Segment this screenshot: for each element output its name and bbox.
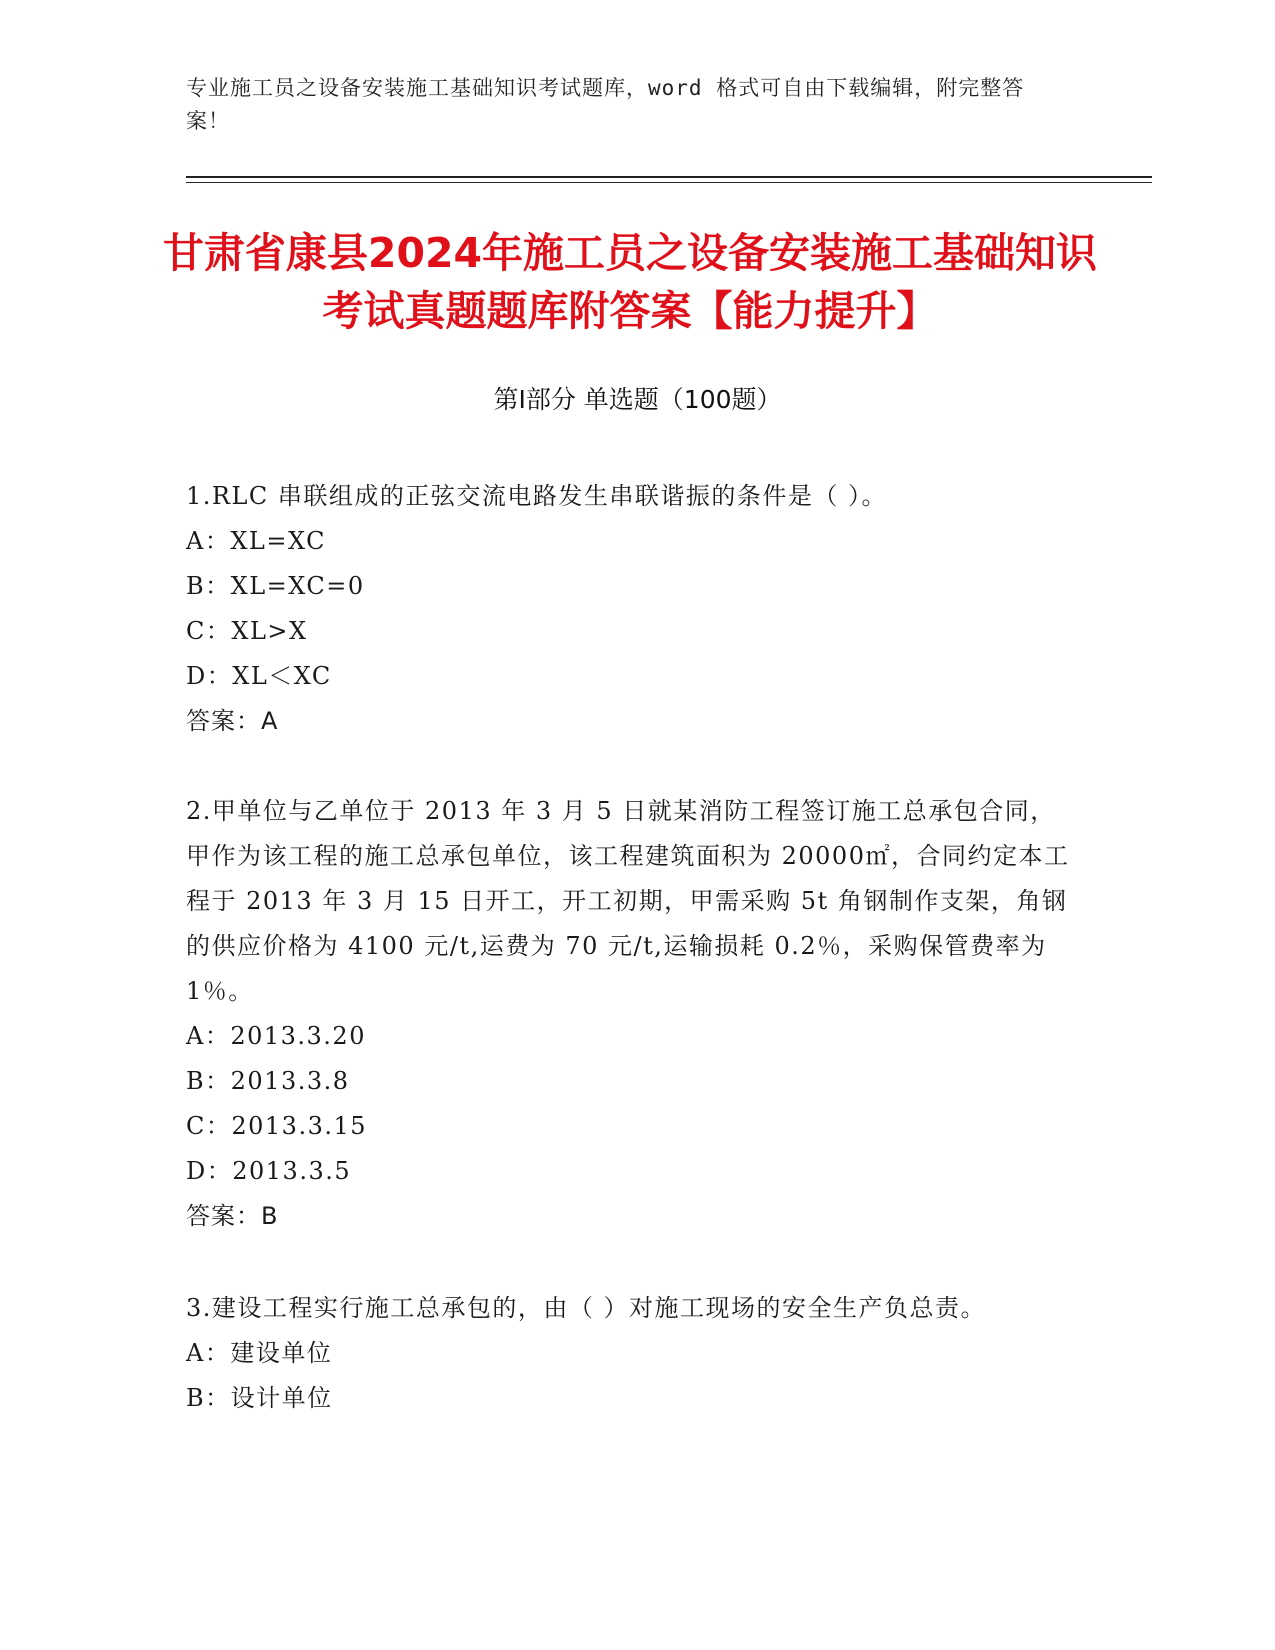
question-stem: 2.甲单位与乙单位于 2013 年 3 月 5 日就某消防工程签订施工总承包合同，甲作为该工程的施工总承包单位，该工程建筑面积为 20000㎡，合同约定本工程于 2013 年 3 月 15 日开工，开工初期，甲需采购 5t 角钢制作支架，角钢的供应价格为 4100 元/t,运费为 70 元/t,运输损耗 0.2％，采购保管费率为 1％。 (186, 797, 1070, 1005)
answer-line: 答案：B (186, 1202, 279, 1230)
section-title: 第Ⅰ部分 单选题（100题） (493, 385, 782, 414)
option-a: A：建设单位 (186, 1339, 333, 1367)
header-divider-thin (186, 182, 1152, 183)
question-stem: 1.RLC 串联组成的正弦交流电路发生串联谐振的条件是（ ）。 (186, 482, 888, 510)
option-a: A：XL=XC (186, 527, 326, 555)
document-title: 甘肃省康县2024年施工员之设备安装施工基础知识考试真题题库附答案【能力提升】 (162, 229, 1098, 335)
question-1 (186, 474, 1076, 744)
question-3 (186, 1286, 1076, 1421)
header-divider-thick (186, 176, 1152, 178)
option-d: D：2013.3.5 (186, 1157, 352, 1185)
option-b: B：2013.3.8 (186, 1067, 350, 1095)
answer-line: 答案：A (186, 707, 279, 735)
header-note: 专业施工员之设备安装施工基础知识考试题库，word 格式可自由下载编辑，附完整答案！ (186, 76, 1025, 133)
question-stem: 3.建设工程实行施工总承包的，由（ ）对施工现场的安全生产负总责。 (186, 1294, 987, 1322)
option-a: A：2013.3.20 (186, 1022, 366, 1050)
question-2 (186, 789, 1076, 1239)
option-d: D：XL＜XC (186, 662, 332, 690)
option-b: B：设计单位 (186, 1384, 333, 1412)
option-b: B：XL=XC=0 (186, 572, 365, 600)
option-c: C：2013.3.15 (186, 1112, 368, 1140)
option-c: C：XL>X (186, 617, 308, 645)
